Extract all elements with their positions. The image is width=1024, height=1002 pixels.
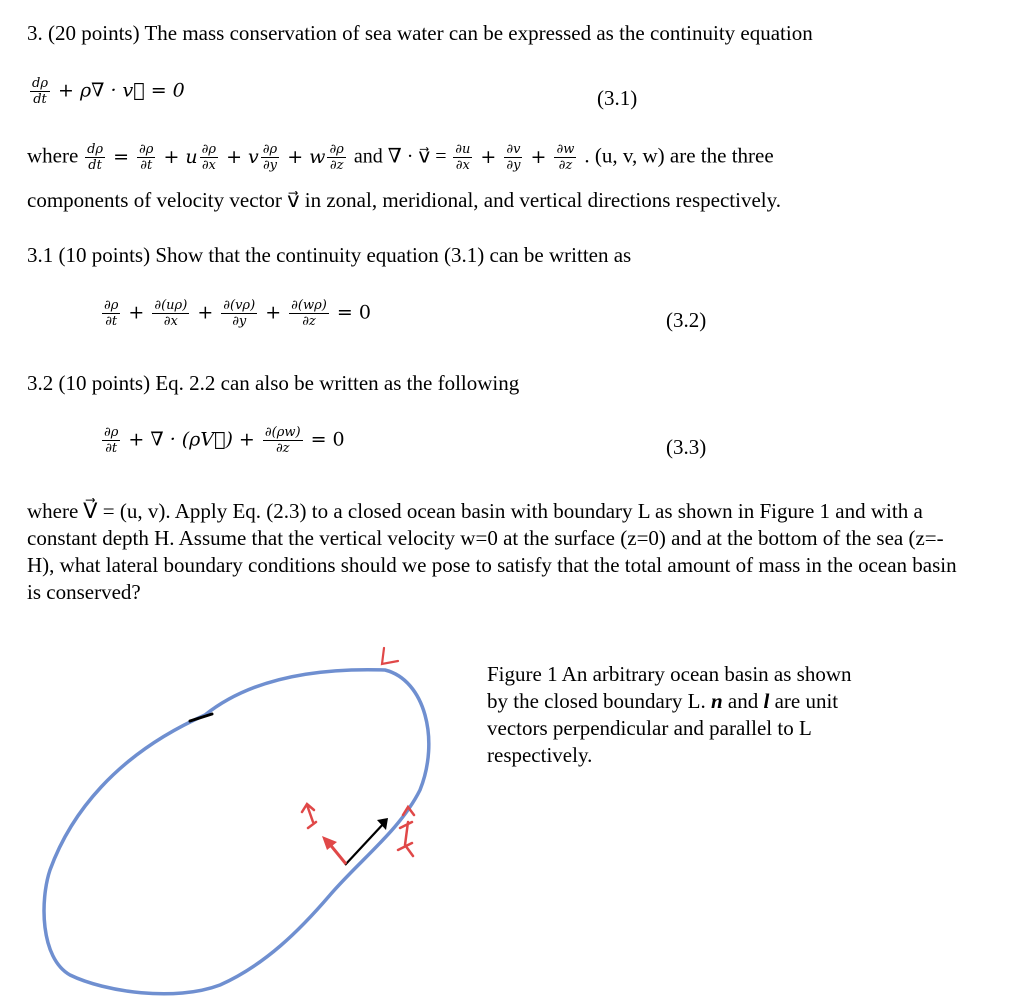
frac-num: ∂w xyxy=(556,142,575,157)
frac-num: ∂ρ xyxy=(329,142,344,157)
frac-num: ∂ρ xyxy=(104,425,119,440)
problem-header: 3. (20 points) The mass conservation of sea water can be expressed as the continuity equation xyxy=(27,21,813,45)
frac-den: ∂t xyxy=(105,314,118,329)
frac-num: dρ xyxy=(87,142,104,157)
equation-number-3-2: (3.2) xyxy=(666,308,707,332)
question-paragraph: where V⃗ = (u, v). Apply Eq. (2.3) to a closed ocean basin with boundary L as shown in Figure 1 and with a constant depth H. Assume that the vertical velocity w=0 at the surface (z=0) and at the bottom of the sea (z=-H), what lateral boundary conditions should we pose to satisfy that the total amount of mass in the ocean basin is conserved? xyxy=(27,499,957,604)
part-3-2-text: 3.2 (10 points) Eq. 2.2 can also be written as the following xyxy=(27,371,520,395)
frac-num: ∂u xyxy=(455,142,471,157)
frac-num: ∂v xyxy=(506,142,521,157)
and-divergence: and ∇ · v⃗ = xyxy=(353,145,447,168)
frac-den: ∂y xyxy=(232,314,247,329)
frac-num: ∂(vρ) xyxy=(223,298,256,313)
equation-rhs: = 0 xyxy=(336,301,371,324)
frac-den: dt xyxy=(88,158,102,173)
components-line: components of velocity vector v⃗ in zonal, meridional, and vertical directions respectively. xyxy=(27,188,781,212)
frac-num: ∂ρ xyxy=(104,298,119,313)
frac-den: ∂t xyxy=(105,441,118,456)
frac-num: ∂(ρw) xyxy=(264,425,301,440)
equation-number-3-1: (3.1) xyxy=(597,86,638,110)
frac-num: ∂ρ xyxy=(262,142,278,157)
unit-vectors xyxy=(302,804,414,865)
frac-den: ∂x xyxy=(201,158,216,173)
l-symbol-mark xyxy=(398,822,413,856)
frac-den: ∂z xyxy=(329,158,344,173)
caption-and: and xyxy=(722,689,764,713)
frac-num: ∂ρ xyxy=(201,142,217,157)
operator: + xyxy=(265,301,282,324)
frac-num: ∂(wρ) xyxy=(291,298,327,313)
where-tail: . (u, v, w) are the three xyxy=(584,143,774,168)
figure-caption xyxy=(487,661,867,769)
operator: + xyxy=(480,145,497,168)
operator: + xyxy=(530,145,547,168)
part-3-1-text: 3.1 (10 points) Show that the continuity equation (3.1) can be written as xyxy=(27,243,632,267)
where-word: where xyxy=(27,143,79,168)
frac-den: ∂x xyxy=(455,158,470,173)
n-symbol-mark xyxy=(302,804,316,828)
eq31-rest: + ρ∇ · v⃗ = 0 xyxy=(58,79,185,102)
frac-den: ∂y xyxy=(506,158,521,173)
frac-num: ∂ρ xyxy=(139,142,154,157)
operator: + u xyxy=(163,145,198,168)
operator: + xyxy=(128,301,145,324)
frac-num: ∂(uρ) xyxy=(154,298,188,313)
equation-number-3-3: (3.3) xyxy=(666,435,707,459)
equation-rhs: = 0 xyxy=(310,428,345,451)
caption-prefix: Figure 1 An arbitrary ocean basin as shown by the closed boundary L. xyxy=(487,662,852,713)
frac-den: ∂z xyxy=(558,158,573,173)
caption-l: l xyxy=(763,689,770,713)
frac-num: dρ xyxy=(32,76,48,91)
operator: + v xyxy=(226,145,259,168)
operator: + xyxy=(197,301,214,324)
frac-den: ∂y xyxy=(262,158,278,173)
label-L-glyph xyxy=(382,648,398,664)
equation-middle: + ∇ · (ρV⃗) + xyxy=(128,428,255,451)
caption-suffix: are unit vectors perpendicular and parallel to L respectively. xyxy=(487,689,839,767)
operator: = xyxy=(113,145,129,168)
caption-n: n xyxy=(710,689,723,713)
frac-den: ∂z xyxy=(275,441,290,456)
operator: + w xyxy=(287,145,326,168)
frac-den: ∂t xyxy=(140,158,153,173)
frac-den: ∂x xyxy=(163,314,178,329)
basin-boundary xyxy=(44,670,429,994)
frac-den: dt xyxy=(33,92,47,107)
frac-den: ∂z xyxy=(302,314,316,329)
